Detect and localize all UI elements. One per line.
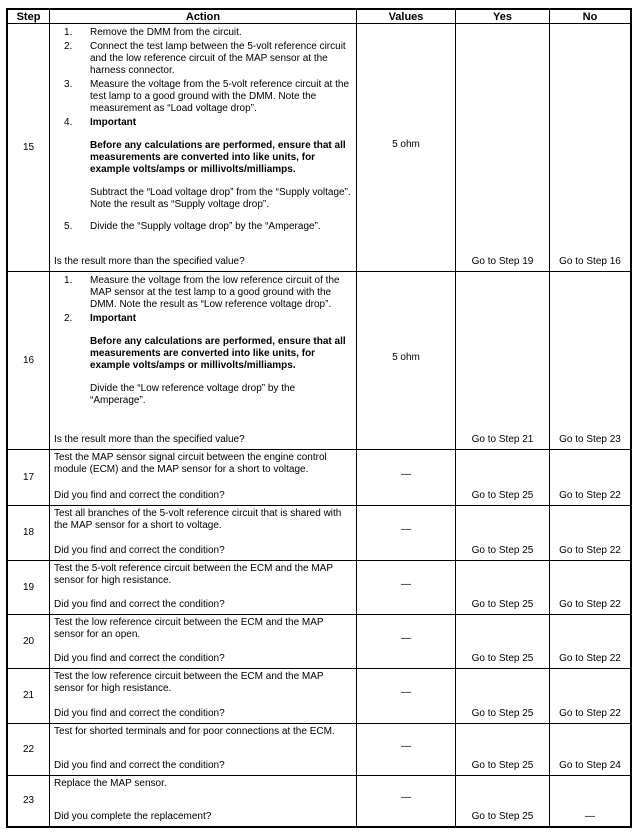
action-statement: Test all branches of the 5-volt reference circuit that is shared with the MAP sensor for a short to voltage. [54,508,342,531]
no-cell: — [585,811,595,822]
yes-cell: Go to Step 25 [456,669,550,723]
action-question: Did you find and correct the condition? [54,545,225,556]
table-row-step-23 [8,776,630,826]
action-cell [50,450,357,505]
yes-cell: Go to Step 25 [456,776,550,826]
table-row-step-21 [8,669,630,724]
values-cell: — [357,776,456,826]
no-cell: Go to Step 22 [559,708,621,719]
step-cell: 18 [8,506,50,560]
values-cell: 5 ohm [357,24,456,271]
table-row-step-18 [8,506,630,561]
yes-cell: Go to Step 25 [456,615,550,668]
step-cell: 17 [8,450,50,505]
action-cell [50,561,357,614]
action-cell [50,24,357,271]
no-cell: Go to Step 16 [559,256,621,267]
important-note: Before any calculations are performed, ensure that all measurements are converted into like units, for example volts/amps or millivolts/milliamps. [90,140,346,175]
action-list-item: Connect the test lamp between the 5-volt reference circuit and the low reference circuit of the MAP sensor at the harness connector. [90,41,346,76]
step-cell: 19 [8,561,50,614]
action-question: Is the result more than the specified value? [54,434,245,445]
no-cell: Go to Step 23 [559,434,621,445]
action-question: Did you find and correct the condition? [54,490,225,501]
action-cell [50,272,357,449]
no-cell: Go to Step 24 [559,760,621,771]
action-paragraph: Divide the “Low reference voltage drop” by the “Amperage”. [90,383,296,406]
step-cell: 20 [8,615,50,668]
no-cell: Go to Step 22 [559,599,621,610]
action-cell [50,506,357,560]
important-note: Before any calculations are performed, ensure that all measurements are converted into like units, for example volts/amps or millivolts/milliamps. [90,336,346,371]
table-row-step-22 [8,724,630,776]
action-list [54,27,351,235]
values-cell: — [357,615,456,668]
values-cell: — [357,506,456,560]
yes-cell: Go to Step 25 [456,450,550,505]
action-question: Did you find and correct the condition? [54,653,225,664]
values-cell: — [357,561,456,614]
action-question: Did you complete the replacement? [54,811,212,822]
table-header-row [8,10,630,24]
header-yes: Yes [456,10,550,23]
action-statement: Replace the MAP sensor. [54,778,167,789]
action-paragraph: Subtract the “Load voltage drop” from the “Supply voltage”. Note the result as “Supply voltage drop”. [90,187,351,210]
action-list [54,275,351,409]
yes-cell: Go to Step 25 [456,561,550,614]
action-question: Did you find and correct the condition? [54,760,225,771]
action-statement: Test the 5-volt reference circuit between the ECM and the MAP sensor for high resistance. [54,563,333,586]
values-cell: — [357,724,456,775]
yes-cell: Go to Step 25 [456,724,550,775]
action-cell [50,776,357,826]
action-statement: Test the low reference circuit between the ECM and the MAP sensor for high resistance. [54,671,324,694]
step-cell: 23 [8,776,50,826]
values-cell: 5 ohm [357,272,456,449]
header-values: Values [357,10,456,23]
action-cell [50,669,357,723]
action-question: Did you find and correct the condition? [54,599,225,610]
values-cell: — [357,450,456,505]
action-statement: Test for shorted terminals and for poor connections at the ECM. [54,726,335,737]
action-list-item: Remove the DMM from the circuit. [90,27,242,38]
action-statement: Test the low reference circuit between the ECM and the MAP sensor for an open. [54,617,324,640]
table-row-step-17 [8,450,630,506]
yes-cell: Go to Step 25 [456,506,550,560]
action-cell [50,724,357,775]
action-question: Did you find and correct the condition? [54,708,225,719]
action-list-item [54,117,351,211]
table-row-step-16 [8,272,630,450]
action-list-item: Measure the voltage from the 5-volt reference circuit at the test lamp to a good ground with the DMM. Note the measurement as “Load voltage drop”. [90,79,350,114]
diagnostic-table [6,8,632,828]
important-label: Important [90,117,137,128]
step-cell: 22 [8,724,50,775]
step-cell: 21 [8,669,50,723]
header-step: Step [8,10,50,23]
action-list-item: Measure the voltage from the low reference circuit of the MAP sensor at the test lamp to a good ground with the DMM. Note the result as “Low reference voltage drop”. [90,275,340,310]
no-cell: Go to Step 22 [559,490,621,501]
no-cell: Go to Step 22 [559,653,621,664]
header-action: Action [50,10,357,23]
table-row-step-20 [8,615,630,669]
no-cell: Go to Step 22 [559,545,621,556]
action-statement: Test the MAP sensor signal circuit between the engine control module (ECM) and the MAP sensor for a short to voltage. [54,452,327,475]
step-cell: 15 [8,24,50,271]
header-no: No [582,10,598,23]
action-question: Is the result more than the specified value? [54,256,245,267]
action-list-item: Divide the “Supply voltage drop” by the “Amperage”. [90,221,321,232]
action-cell [50,615,357,668]
important-label: Important [90,313,137,324]
values-cell: — [357,669,456,723]
step-cell: 16 [8,272,50,449]
table-row-step-19 [8,561,630,615]
action-list-item [54,313,351,407]
table-row-step-15 [8,24,630,272]
yes-cell: Go to Step 19 [456,24,550,271]
yes-cell: Go to Step 21 [456,272,550,449]
